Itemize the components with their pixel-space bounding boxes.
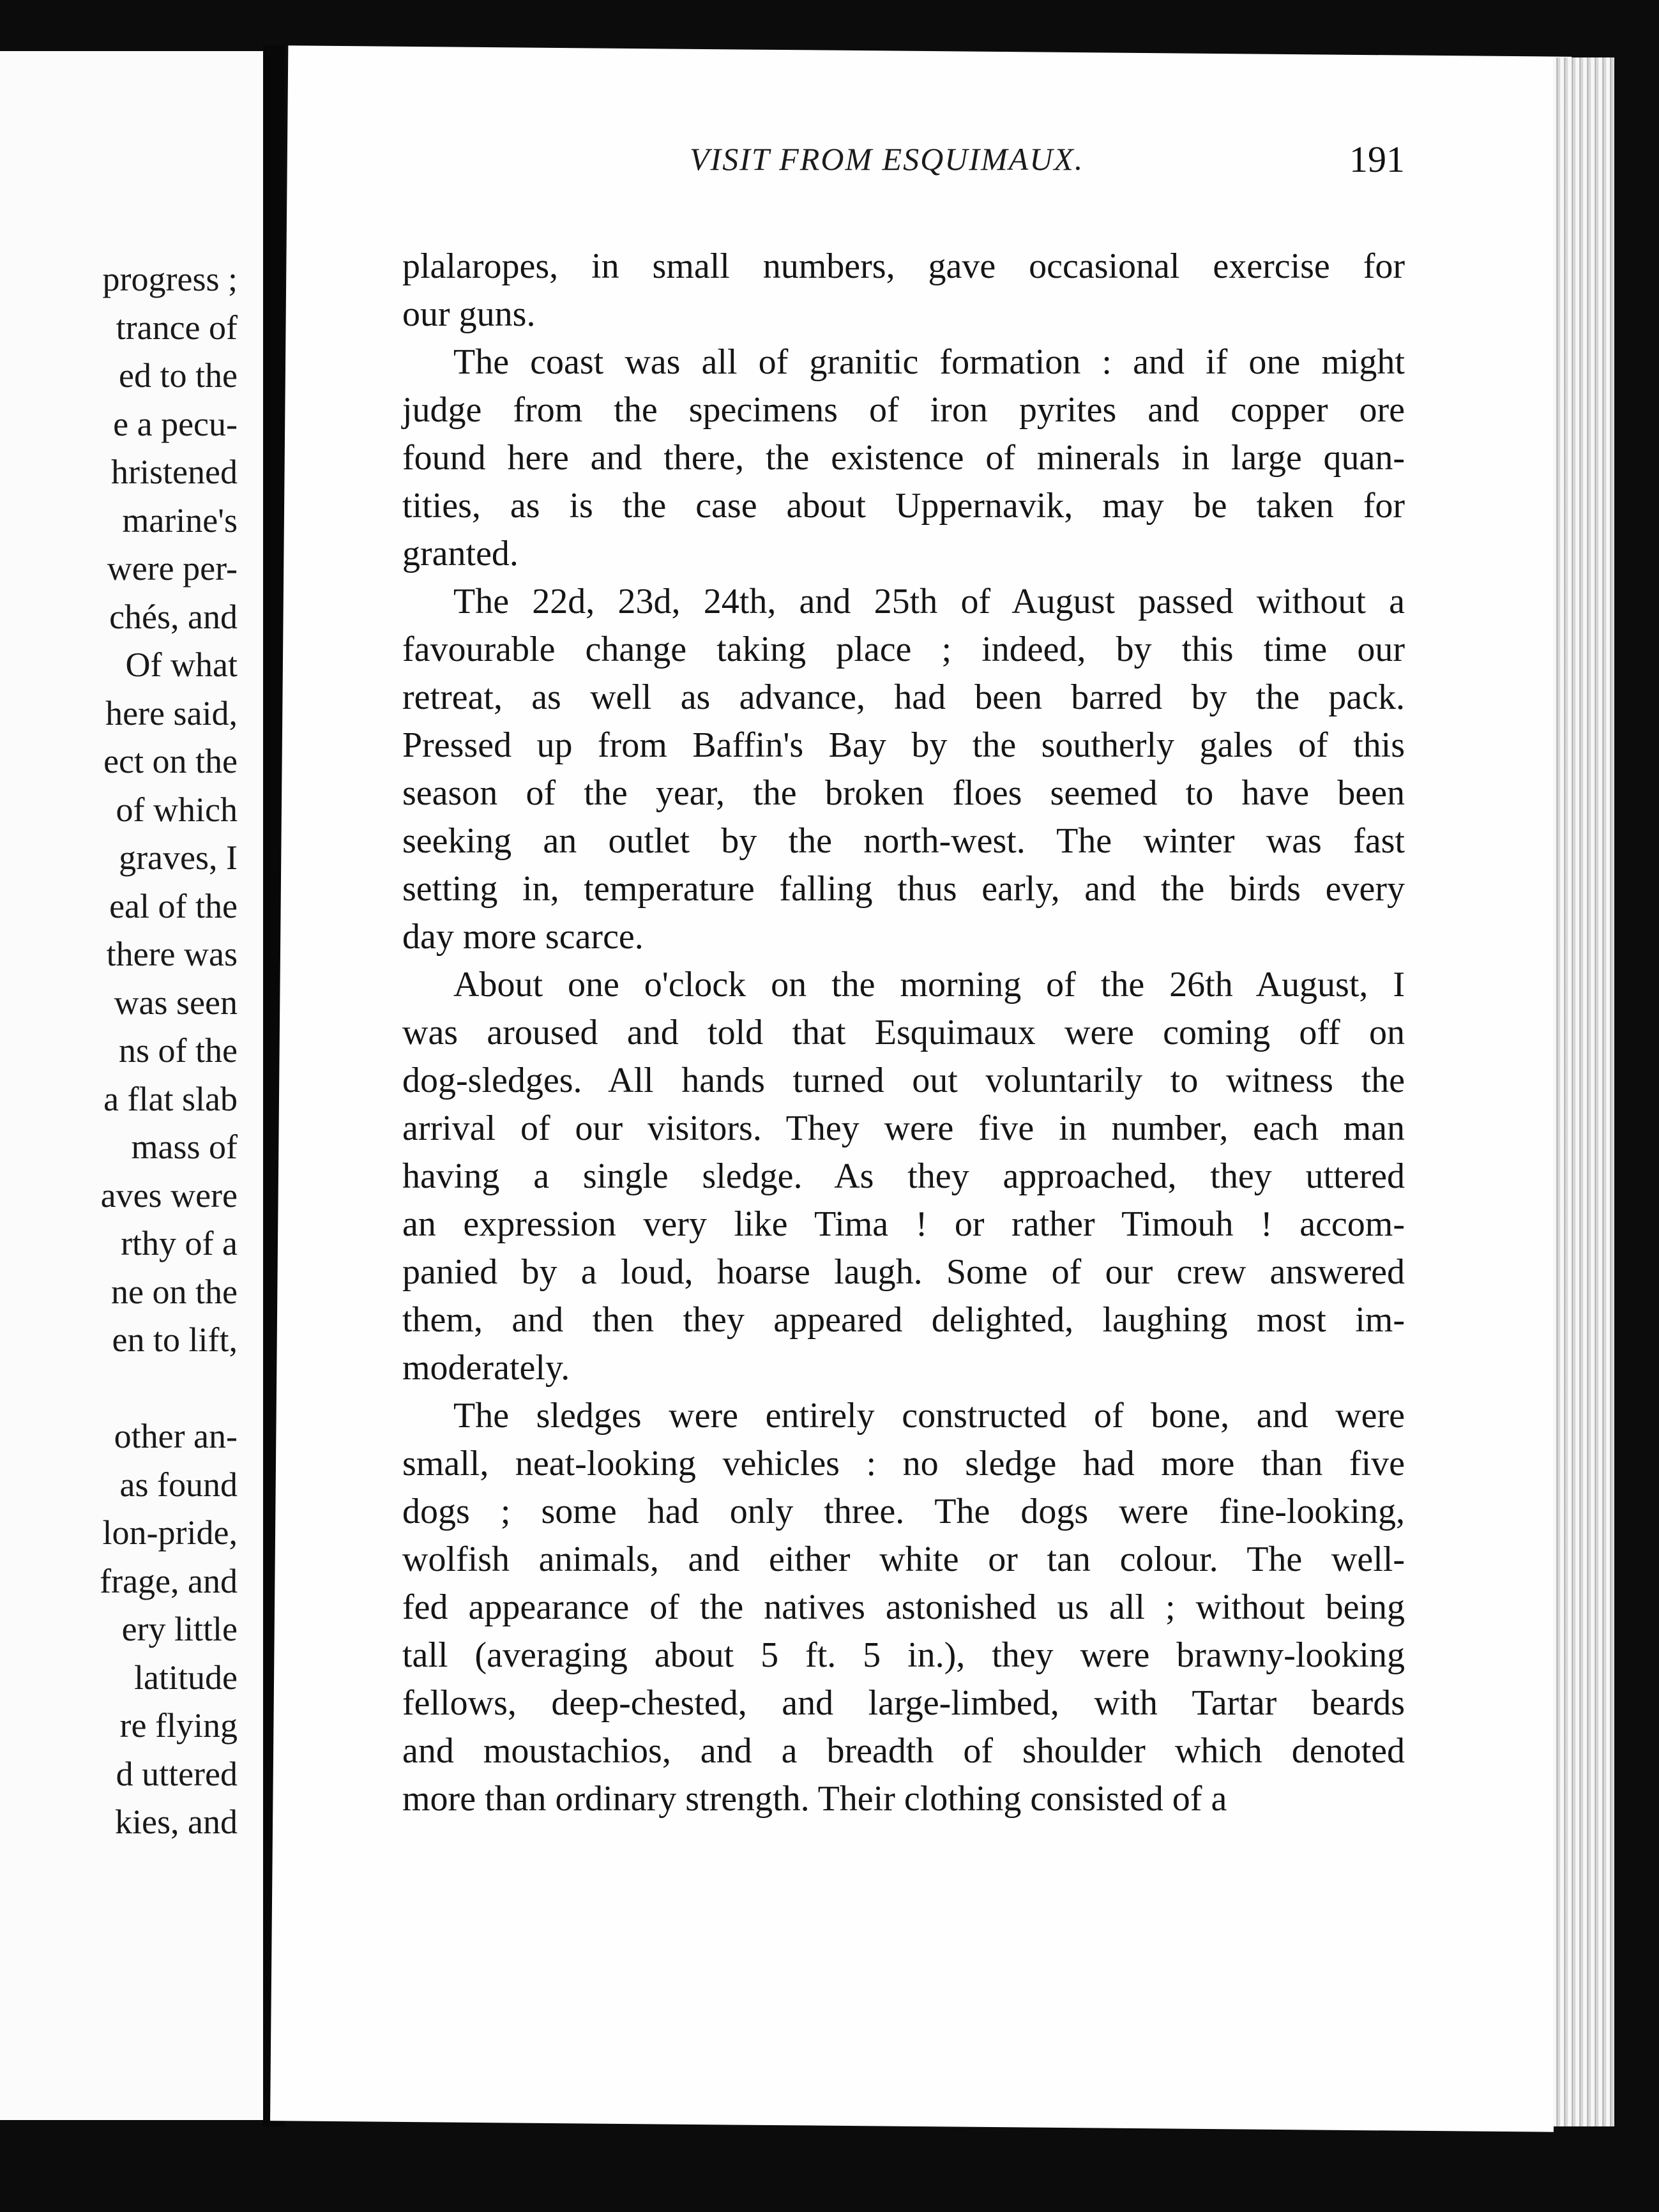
facing-page-fragment: aves were [100,1176,238,1215]
text-line: dog-sledges. All hands turned out voluntarily to witness the [402,1061,1405,1100]
text-line: tall (averaging about 5 ft. 5 in.), they were brawny-looking [402,1635,1405,1675]
body-text [402,243,1405,1823]
facing-page-fragment: there was [106,935,238,973]
facing-page-fragment: trance of [116,308,238,347]
text-line: more than ordinary strength. Their clothing consisted of a [402,1779,1227,1819]
text-line: and moustachios, and a breadth of shoulder which denoted [402,1731,1405,1771]
facing-page-fragment: e a pecu- [113,404,238,443]
text-line: About one o'clock on the morning of the 26th August, I [453,965,1405,1004]
text-line: The sledges were entirely constructed of bone, and were [453,1396,1405,1436]
facing-page-fragment: d uttered [116,1754,238,1793]
facing-page-fragment: frage, and [100,1561,238,1600]
facing-page-fragment: marine's [122,501,238,540]
facing-page-fragment: Of what [125,646,238,684]
facing-page-fragment: hristened [111,453,238,491]
text-line: wolfish animals, and either white or tan colour. The well- [402,1540,1405,1579]
text-line: them, and then they appeared delighted, laughing most im- [402,1300,1405,1340]
facing-page-fragment: lon-pride, [102,1513,238,1552]
text-line: dogs ; some had only three. The dogs were fine-looking, [402,1492,1405,1531]
running-head-title: VISIT FROM ESQUIMAUX. [690,141,1084,177]
facing-page-fragment: en to lift, [112,1321,238,1359]
facing-page-left [0,51,263,2120]
paragraph [402,1392,1405,1823]
facing-page-fragment: ect on the [103,742,238,780]
page-number: 191 [1349,139,1405,180]
facing-page-fragment: as found [119,1465,238,1504]
facing-page-fragment: ns of the [119,1031,238,1070]
text-line: arrival of our visitors. They were five in number, each man [402,1109,1405,1148]
facing-page-fragment: re flying [119,1706,238,1745]
text-line: fed appearance of the natives astonished us all ; without being [402,1587,1405,1627]
facing-page-fragment: were per- [107,549,238,587]
text-line: moderately. [402,1348,570,1388]
text-line: seeking an outlet by the north-west. The winter was fast [402,821,1405,861]
running-head [415,134,1405,192]
text-line: plalaropes, in small numbers, gave occasional exercise for [402,246,1405,286]
text-line: season of the year, the broken floes seemed to have been [402,773,1405,813]
text-line: was aroused and told that Esquimaux were coming off on [402,1013,1405,1052]
facing-page-fragment: other an- [114,1417,238,1455]
text-line: having a single sledge. As they approached, they uttered [402,1156,1405,1196]
paragraph [402,961,1405,1392]
facing-page-fragment: chés, and [109,597,238,636]
facing-page-fragment: a flat slab [103,1079,238,1118]
facing-page-fragment: rthy of a [121,1224,238,1262]
text-line: small, neat-looking vehicles : no sledge had more than five [402,1444,1405,1483]
text-line: panied by a loud, hoarse laugh. Some of our crew answered [402,1252,1405,1292]
text-line: retreat, as well as advance, had been barred by the pack. [402,678,1405,717]
text-line: day more scarce. [402,917,644,957]
facing-page-fragment: progress ; [102,260,238,298]
facing-page-fragment: here said, [105,693,238,732]
facing-page-fragment: ne on the [111,1272,238,1311]
paragraph [402,338,1405,578]
scan-border-right [1614,51,1659,2158]
facing-page-fragment: graves, I [119,838,238,877]
facing-page-fragment: mass of [131,1128,238,1166]
text-line: Pressed up from Baffin's Bay by the southerly gales of this [402,725,1405,765]
facing-page-fragment: ery little [121,1610,238,1648]
page-edges [1553,57,1614,2126]
text-line: favourable change taking place ; indeed, by this time our [402,630,1405,669]
text-line: granted. [402,534,519,573]
facing-page-fragment: kies, and [115,1803,238,1841]
text-line: tities, as is the case about Uppernavik, may be taken for [402,486,1405,526]
paragraph [402,243,1405,338]
text-line: an expression very like Tima ! or rather Timouh ! accom- [402,1204,1405,1244]
text-line: fellows, deep-chested, and large-limbed, with Tartar beards [402,1683,1405,1723]
facing-page-fragment: was seen [114,983,238,1022]
paragraph [402,578,1405,961]
facing-page-fragment: ed to the [119,356,238,395]
text-line: setting in, temperature falling thus early, and the birds every [402,869,1405,909]
text-line: judge from the specimens of iron pyrites and copper ore [402,390,1405,430]
facing-page-fragment: of which [116,790,238,829]
facing-page-fragment: eal of the [109,886,238,925]
text-line: our guns. [402,294,536,334]
text-line: found here and there, the existence of minerals in large quan- [402,438,1405,478]
facing-page-fragment: latitude [134,1658,238,1697]
text-line: The coast was all of granitic formation : and if one might [453,342,1405,382]
text-line: The 22d, 23d, 24th, and 25th of August passed without a [453,582,1405,621]
